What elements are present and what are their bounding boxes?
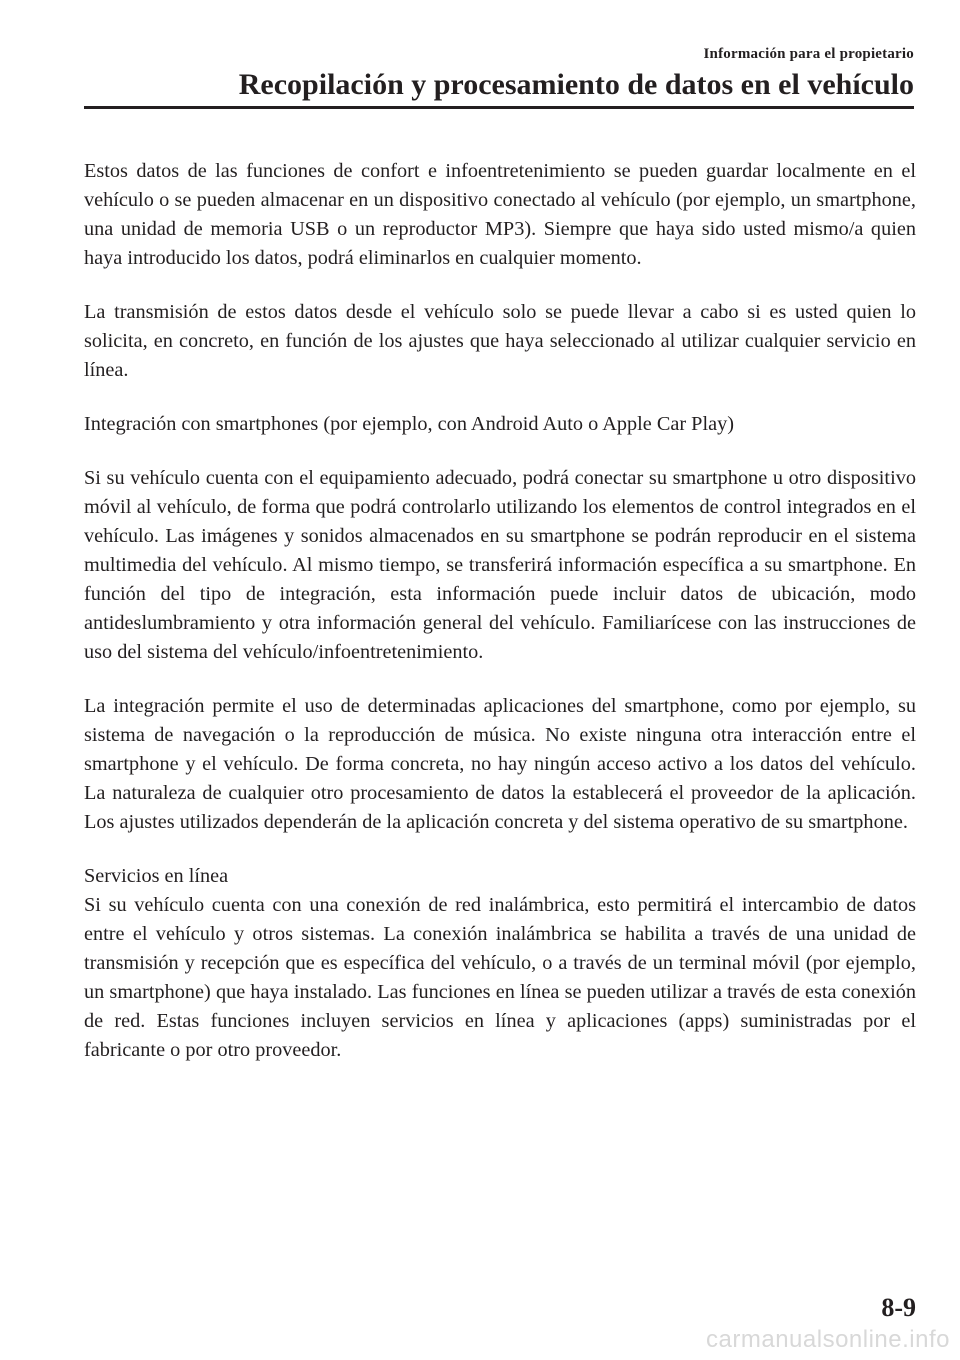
body-text [84, 157, 916, 1090]
online-services-text: Si su vehículo cuenta con una conexión de red inalámbrica, esto permitirá el intercambio de datos entre el vehículo y otros sistemas. La conexión inalámbrica se habilita a través de una unidad de transmisión y recepción que es específica del vehículo, o a través de un terminal móvil (por ejemplo, un smartphone) que haya instalado. Las funciones en línea se pueden utilizar a través de esta conexión de red. Estas funciones incluyen servicios en línea y aplicaciones (apps) suministradas por el fabricante o por otro proveedor. [84, 894, 916, 1061]
page-title: Recopilación y procesamiento de datos en el vehículo [238, 68, 914, 101]
section-label: Información para el propietario [703, 46, 914, 62]
paragraph-online-services [84, 862, 916, 1065]
paragraph-integration-apps: La integración permite el uso de determinadas aplicaciones del smartphone, como por ejemplo, su sistema de navegación o la reproducción de música. No existe ninguna otra interacción entre el smartphone y el vehículo. De forma concreta, no hay ningún acceso activo a los datos del vehículo. La naturaleza de cualquier otro procesamiento de datos la establecerá el proveedor de la aplicación. Los ajustes utilizados dependerán de la aplicación concreta y del sistema operativo de su smartphone. [84, 695, 916, 833]
page-number: 8-9 [881, 1293, 916, 1322]
paragraph-data-transmission: La transmisión de estos datos desde el vehículo solo se puede llevar a cabo si es usted quien lo solicita, en concreto, en función de los ajustes que haya seleccionado al utilizar cualquier servicio en línea. [84, 301, 916, 381]
page-header [84, 40, 914, 104]
watermark: carmanualsonline.info [706, 1326, 950, 1353]
paragraph-smartphone-connection: Si su vehículo cuenta con el equipamiento adecuado, podrá conectar su smartphone u otro dispositivo móvil al vehículo, de forma que podrá controlarlo utilizando los elementos de control integrados en el vehículo. Las imágenes y sonidos almacenados en su smartphone se podrán reproducir en el sistema multimedia del vehículo. Al mismo tiempo, se transferirá información específica a su smartphone. En función del tipo de integración, esta información puede incluir datos de ubicación, modo antideslumbramiento y otra información general del vehículo. Familiarícese con las instrucciones de uso del sistema del vehículo/infoentretenimiento. [84, 467, 916, 663]
paragraph-local-storage: Estos datos de las funciones de confort e infoentretenimiento se pueden guardar localmente en el vehículo o se pueden almacenar en un dispositivo conectado al vehículo (por ejemplo, un smartphone, una unidad de memoria USB o un reproductor MP3). Siempre que haya sido usted mismo/a quien haya introducido los datos, podrá eliminarlos en cualquier momento. [84, 160, 916, 269]
header-divider [84, 106, 914, 109]
paragraph-smartphone-integration-heading: Integración con smartphones (por ejemplo, con Android Auto o Apple Car Play) [84, 413, 734, 435]
online-services-heading: Servicios en línea [84, 865, 229, 887]
